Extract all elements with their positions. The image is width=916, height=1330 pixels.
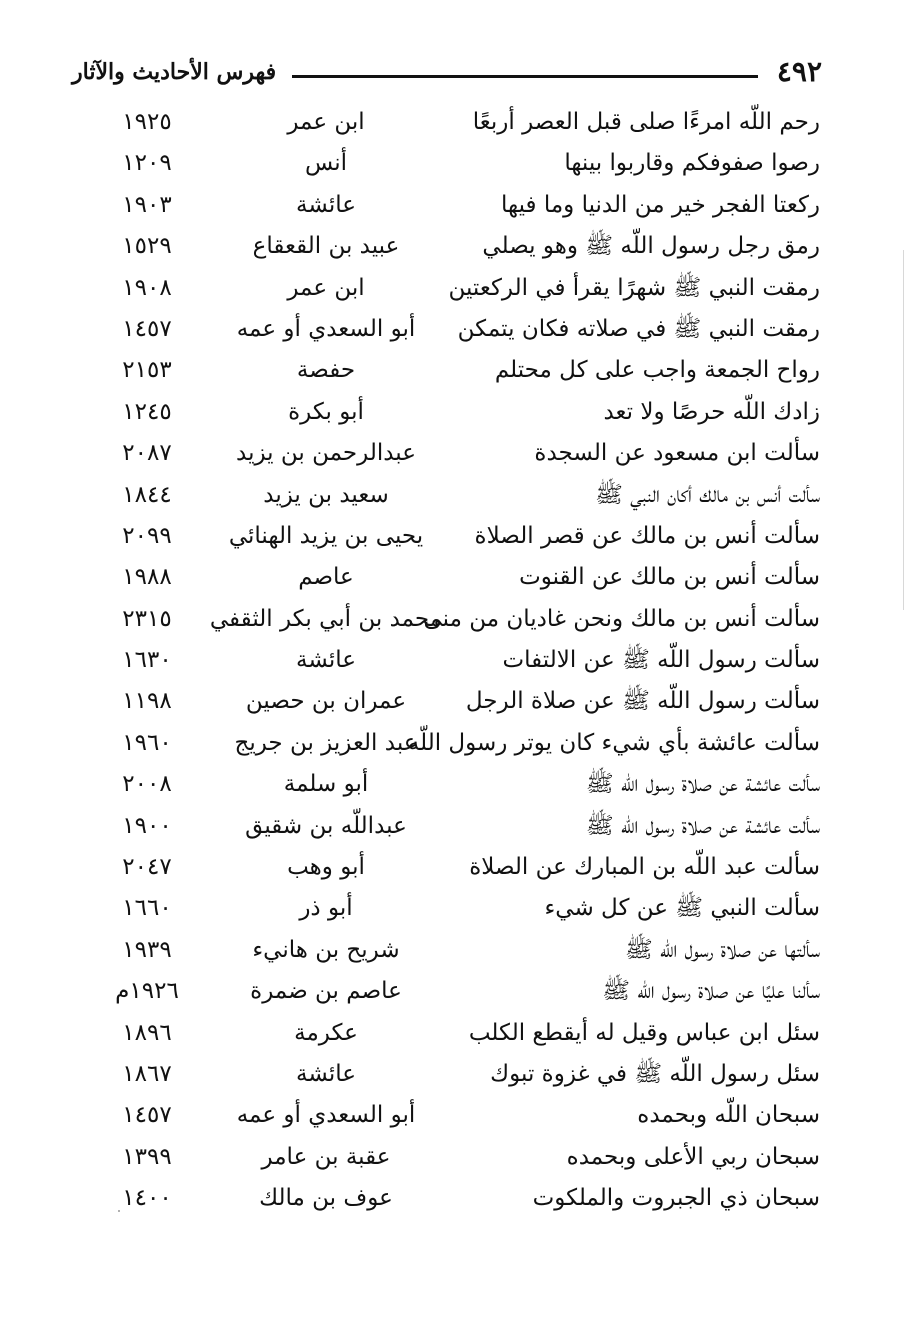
- hadith-number: ١٥٢٩: [122, 233, 172, 260]
- narrator: عبيد بن القعقاع: [252, 233, 400, 260]
- hadith-text: سبحان اللّه وبحمده: [637, 1102, 820, 1129]
- scan-speck: [118, 1210, 120, 1212]
- hadith-number: ١٩٢٦م: [115, 978, 179, 1005]
- hadith-text: سألت أنس بن مالك أكان النبي ﷺ: [595, 481, 820, 508]
- hadith-text: زادك اللّه حرصًا ولا تعد: [603, 398, 820, 425]
- hadith-text: رمقت النبي ﷺ شهرًا يقرأ في الركعتين: [448, 274, 820, 301]
- narrator: عائشة: [296, 647, 356, 674]
- hadith-number: ١٩٢٥: [122, 109, 172, 135]
- narrator: عكرمة: [294, 1019, 358, 1046]
- hadith-text: سألتها عن صلاة رسول اللّه ﷺ: [624, 936, 820, 963]
- index-row: [0, 185, 916, 226]
- index-row: [0, 847, 916, 888]
- narrator: أبو ذر: [299, 895, 353, 922]
- narrator: شريح بن هانيء: [252, 936, 400, 963]
- index-row: [0, 723, 916, 764]
- narrator: أبو وهب: [287, 854, 365, 881]
- index-row: [0, 888, 916, 929]
- narrator: عمران بن حصين: [245, 688, 407, 715]
- hadith-text: رواح الجمعة واجب على كل محتلم: [494, 357, 820, 384]
- hadith-text: سألت رسول اللّه ﷺ عن الالتفات: [502, 647, 820, 674]
- hadith-text: سألت رسول اللّه ﷺ عن صلاة الرجل: [465, 688, 820, 715]
- narrator: حفصة: [296, 357, 356, 384]
- narrator: يحيى بن يزيد الهنائي: [228, 522, 424, 549]
- page-edge-line: [903, 250, 907, 610]
- hadith-number: ٢٠٠٨: [122, 771, 172, 798]
- index-row: [0, 1095, 916, 1136]
- hadith-text: سئل ابن عباس وقيل له أيقطع الكلب: [468, 1019, 820, 1046]
- narrator: أبو السعدي أو عمه: [236, 1102, 416, 1129]
- hadith-number: ١٤٥٧: [122, 1102, 172, 1129]
- hadith-text: سألت أنس بن مالك عن قصر الصلاة: [474, 522, 820, 549]
- header-rule: [292, 75, 758, 78]
- hadith-text: رصوا صفوفكم وقاربوا بينها: [564, 150, 820, 177]
- hadith-text: سألنا عليًا عن صلاة رسول اللّه ﷺ: [602, 978, 820, 1005]
- hadith-text: سألت عبد اللّه بن المبارك عن الصلاة: [469, 854, 820, 881]
- hadith-number: ١٢٠٩: [122, 150, 172, 177]
- hadith-text: رحم اللّه امرءًا صلى قبل العصر أربعًا: [472, 109, 820, 135]
- hadith-text: سألت النبي ﷺ عن كل شيء: [544, 895, 820, 922]
- hadith-text: سألت أنس بن مالك ونحن غاديان من منى: [423, 605, 820, 632]
- hadith-number: ١٨٤٤: [122, 481, 172, 508]
- hadith-number: ١٩٠٠: [122, 812, 172, 839]
- narrator: أبو بكرة: [288, 398, 364, 425]
- hadith-number: ١٩٦٠: [122, 729, 172, 756]
- index-row: [0, 599, 916, 640]
- hadith-number: ١٤٥٧: [122, 315, 172, 342]
- hadith-number: ٢٠٨٧: [122, 440, 172, 467]
- hadith-number: ١٢٤٥: [122, 398, 172, 425]
- index-row: [0, 102, 916, 143]
- narrator: عبداللّه بن شقيق: [245, 812, 407, 839]
- hadith-number: ١٣٩٩: [122, 1143, 172, 1170]
- hadith-text: ركعتا الفجر خير من الدنيا وما فيها: [500, 191, 820, 218]
- hadith-text: سألت عائشة عن صلاة رسول اللّه ﷺ: [585, 771, 820, 798]
- hadith-text: رمقت النبي ﷺ في صلاته فكان يتمكن: [457, 315, 820, 342]
- narrator: عائشة: [296, 191, 356, 218]
- index-row: [0, 806, 916, 847]
- hadith-text: سألت عائشة بأي شيء كان يوتر رسول اللّه: [407, 729, 820, 756]
- hadith-number: ٢٠٤٧: [122, 854, 172, 881]
- narrator: عقبة بن عامر: [261, 1143, 391, 1170]
- index-row: [0, 309, 916, 350]
- hadith-number: ٢٣١٥: [122, 605, 172, 632]
- index-row: [0, 1054, 916, 1095]
- index-row: [0, 143, 916, 184]
- index-row: [0, 930, 916, 971]
- page-header: [72, 52, 822, 92]
- running-title: فهرس الأحاديث والآثار: [72, 59, 277, 85]
- index-row: [0, 392, 916, 433]
- hadith-text: سئل رسول اللّه ﷺ في غزوة تبوك: [490, 1060, 820, 1087]
- hadith-number: ١١٩٨: [122, 688, 172, 715]
- index-row: [0, 226, 916, 267]
- narrator: سعيد بن يزيد: [263, 481, 389, 508]
- hadith-number: ٢٠٩٩: [122, 522, 172, 549]
- index-row: [0, 1137, 916, 1178]
- index-row: [0, 681, 916, 722]
- narrator: عاصم بن ضمرة: [250, 978, 402, 1005]
- narrator: عوف بن مالك: [259, 1185, 393, 1212]
- hadith-number: ١٦٣٠: [122, 647, 172, 674]
- index-row: [0, 350, 916, 391]
- hadith-text: سبحان ذي الجبروت والملكوت: [532, 1185, 820, 1212]
- narrator: عائشة: [296, 1060, 356, 1087]
- index-row: [0, 764, 916, 805]
- index-row: [0, 268, 916, 309]
- hadith-number: ١٤٠٠: [122, 1185, 172, 1212]
- narrator: محمد بن أبي بكر الثقفي: [209, 605, 443, 632]
- hadith-number: ١٨٩٦: [122, 1019, 172, 1046]
- index-row: [0, 433, 916, 474]
- hadith-text: سبحان ربي الأعلى وبحمده: [566, 1143, 820, 1170]
- narrator: أبو سلمة: [283, 771, 369, 798]
- hadith-number: ١٦٦٠: [122, 895, 172, 922]
- hadith-index-list: [0, 102, 916, 1220]
- index-row: [0, 1013, 916, 1054]
- index-row: [0, 475, 916, 516]
- hadith-number: ١٨٦٧: [122, 1060, 172, 1087]
- hadith-text: سألت ابن مسعود عن السجدة: [534, 440, 820, 467]
- narrator: أبو السعدي أو عمه: [236, 315, 416, 342]
- index-row: [0, 640, 916, 681]
- index-row: [0, 516, 916, 557]
- index-row: [0, 971, 916, 1012]
- narrator: عاصم: [298, 564, 354, 591]
- index-row: [0, 1178, 916, 1219]
- narrator: عبدالرحمن بن يزيد: [236, 440, 416, 467]
- narrator: أنس: [304, 150, 348, 177]
- hadith-number: ١٩٠٣: [122, 191, 172, 218]
- index-row: [0, 557, 916, 598]
- narrator: عبد العزيز بن جريج: [234, 729, 418, 756]
- hadith-text: سألت عائشة عن صلاة رسول اللّه ﷺ: [585, 812, 820, 839]
- hadith-number: ١٩٣٩: [122, 936, 172, 963]
- narrator: ابن عمر: [287, 274, 365, 301]
- hadith-number: ١٩٨٨: [122, 564, 172, 591]
- hadith-number: ١٩٠٨: [122, 274, 172, 301]
- hadith-text: سألت أنس بن مالك عن القنوت: [519, 564, 820, 591]
- hadith-text: رمق رجل رسول اللّه ﷺ وهو يصلي: [482, 233, 820, 260]
- narrator: ابن عمر: [287, 109, 365, 135]
- hadith-number: ٢١٥٣: [122, 357, 172, 384]
- page-number: ٤٩٢: [776, 55, 822, 88]
